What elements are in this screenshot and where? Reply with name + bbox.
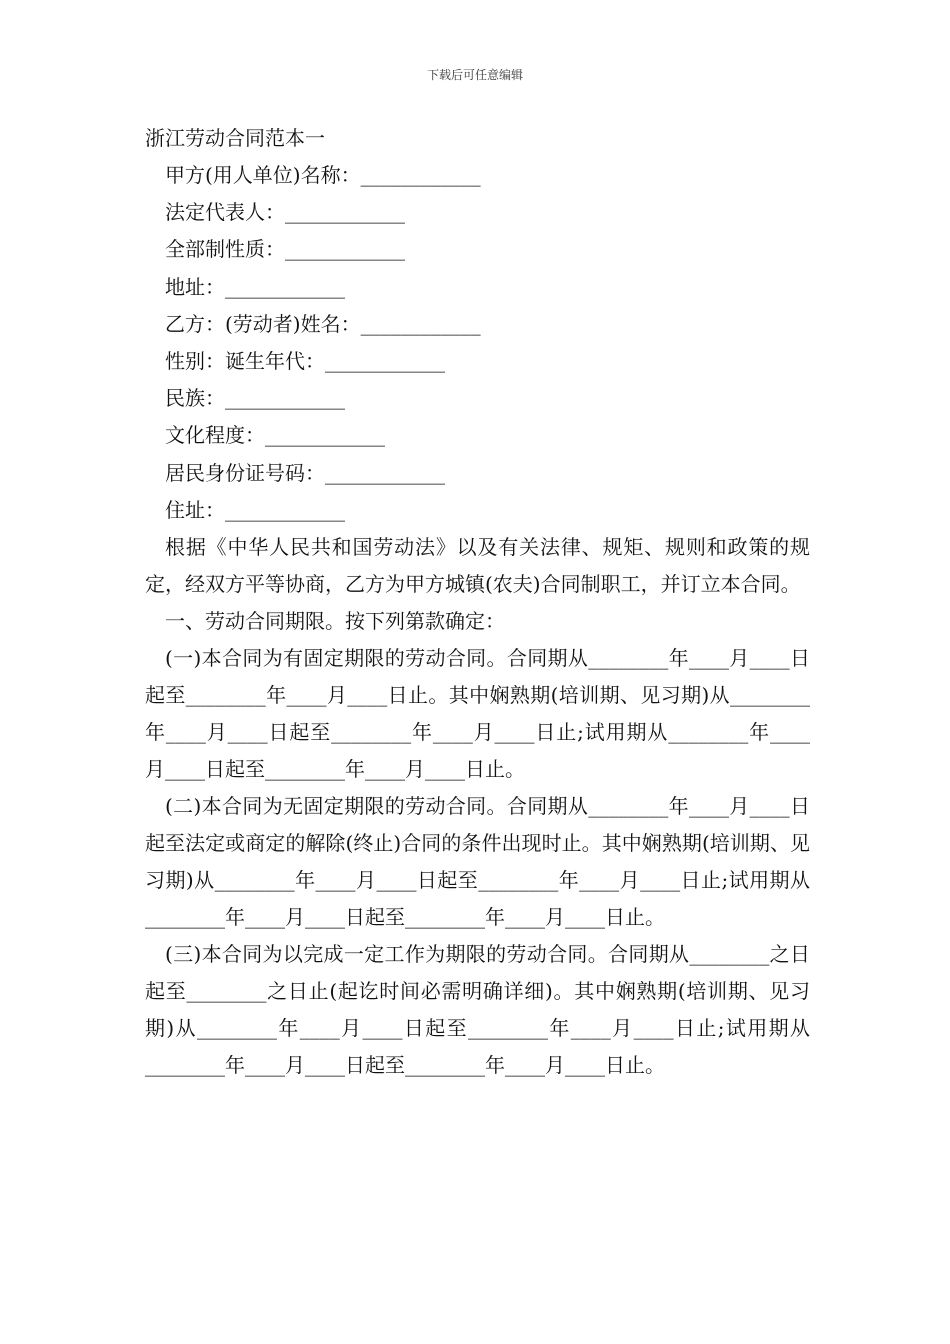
field-employer-name: 甲方(用人单位)名称：____________: [165, 163, 481, 187]
header-note: 下载后可任意编辑: [426, 68, 523, 82]
field-education: 文化程度：____________: [165, 423, 385, 448]
paragraph-task-term: (三)本合同为以完成一定工作为期限的劳动合同。合同期从________之日起至________之日止(起讫时间必需明确详细)。其中娴熟期(培训期、见习期)从________年____月____日起至________年____月____日止;试用期从________年____月____日起至________年____月____日止。: [145, 941, 810, 1077]
paragraph-fixed-term: (一)本合同为有固定期限的劳动合同。合同期从________年____月____日起至________年____月____日止。其中娴熟期(培训期、见习期)从________年____月____日起至________年____月____日止;试用期从________年____月____日起至________年____月____日止。: [145, 645, 810, 781]
field-ethnicity: 民族：____________: [165, 386, 345, 411]
field-employee-name: 乙方：(劳动者)姓名：____________: [165, 311, 481, 336]
field-ownership-type: 全部制性质：____________: [165, 237, 405, 262]
paragraph-preamble: 根据《中华人民共和国劳动法》以及有关法律、规矩、规则和政策的规定，经双方平等协商，乙方为甲方城镇(农夫)合同制职工，并订立本合同。: [145, 534, 810, 596]
field-gender-birth: 性别：诞生年代：____________: [165, 348, 445, 373]
field-employer-address: 地址：____________: [165, 274, 345, 299]
field-employee-address: 住址：____________: [165, 497, 345, 522]
field-id-number: 居民身份证号码：____________: [165, 460, 445, 485]
paragraph-section-1-heading: 一、劳动合同期限。按下列第款确定：: [165, 608, 505, 633]
document-title: 浙江劳动合同范本一: [145, 126, 325, 150]
paragraph-open-term: (二)本合同为无固定期限的劳动合同。合同期从________年____月____日起至法定或商定的解除(终止)合同的条件出现时止。其中娴熟期(培训期、见习期)从________年____月____日起至________年____月____日止;试用期从________年____月____日起至________年____月____日止。: [145, 793, 810, 929]
field-legal-representative: 法定代表人：____________: [165, 200, 405, 225]
document-body: [145, 120, 810, 1084]
